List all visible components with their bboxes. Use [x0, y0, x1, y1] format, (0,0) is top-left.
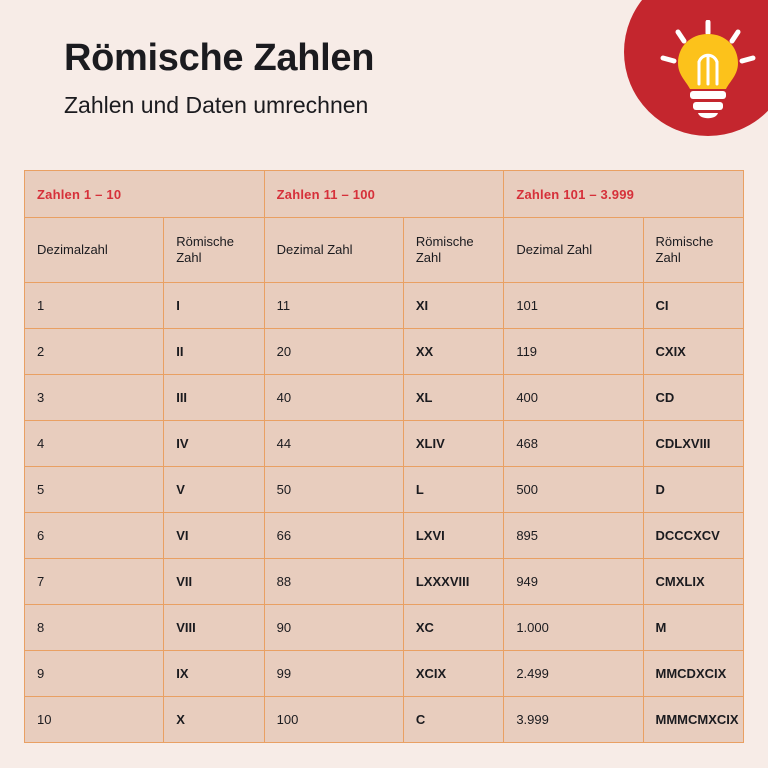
cell-roman: L: [403, 467, 503, 513]
cell-roman: I: [164, 283, 264, 329]
cell-decimal: 88: [264, 559, 403, 605]
cell-roman: VIII: [164, 605, 264, 651]
cell-roman: XX: [403, 329, 503, 375]
cell-decimal: 2: [25, 329, 164, 375]
table-column-header-row: [25, 218, 744, 283]
roman-numerals-table-container: [24, 170, 744, 743]
page-title: Römische Zahlen: [64, 37, 375, 79]
page-header: [64, 38, 374, 119]
page-subtitle: Zahlen und Daten umrechnen: [64, 91, 369, 118]
roman-numerals-table: [24, 170, 744, 743]
cell-roman: VII: [164, 559, 264, 605]
cell-roman: LXXXVIII: [403, 559, 503, 605]
lightbulb-icon: [658, 20, 758, 124]
cell-roman: XL: [403, 375, 503, 421]
cell-decimal: 119: [504, 329, 643, 375]
cell-decimal: 101: [504, 283, 643, 329]
table-row: [25, 513, 744, 559]
cell-decimal: 100: [264, 697, 403, 743]
cell-roman: CD: [643, 375, 743, 421]
cell-roman: X: [164, 697, 264, 743]
table-row: [25, 375, 744, 421]
cell-decimal: 9: [25, 651, 164, 697]
cell-decimal: 3.999: [504, 697, 643, 743]
cell-roman: V: [164, 467, 264, 513]
cell-decimal: 90: [264, 605, 403, 651]
cell-decimal: 1: [25, 283, 164, 329]
cell-roman: MMMCMXCIX: [643, 697, 743, 743]
cell-decimal: 2.499: [504, 651, 643, 697]
cell-roman: XCIX: [403, 651, 503, 697]
cell-roman: XC: [403, 605, 503, 651]
group-header-1: Zahlen 1 – 10: [25, 171, 265, 218]
cell-decimal: 400: [504, 375, 643, 421]
cell-decimal: 6: [25, 513, 164, 559]
cell-roman: CXIX: [643, 329, 743, 375]
table-group-header-row: [25, 171, 744, 218]
column-header-roman-1: Römische Zahl: [164, 218, 264, 283]
cell-decimal: 8: [25, 605, 164, 651]
cell-roman: III: [164, 375, 264, 421]
cell-roman: M: [643, 605, 743, 651]
column-header-decimal-2: Dezimal Zahl: [264, 218, 403, 283]
cell-decimal: 66: [264, 513, 403, 559]
cell-roman: C: [403, 697, 503, 743]
cell-roman: D: [643, 467, 743, 513]
column-header-roman-2: Römische Zahl: [403, 218, 503, 283]
cell-roman: XI: [403, 283, 503, 329]
column-header-decimal-3: Dezimal Zahl: [504, 218, 643, 283]
cell-decimal: 10: [25, 697, 164, 743]
group-header-3: Zahlen 101 – 3.999: [504, 171, 744, 218]
table-row: [25, 283, 744, 329]
cell-roman: VI: [164, 513, 264, 559]
cell-decimal: 468: [504, 421, 643, 467]
cell-decimal: 44: [264, 421, 403, 467]
cell-decimal: 7: [25, 559, 164, 605]
cell-decimal: 5: [25, 467, 164, 513]
column-header-roman-3: Römische Zahl: [643, 218, 743, 283]
cell-decimal: 50: [264, 467, 403, 513]
column-header-decimal-1: Dezimalzahl: [25, 218, 164, 283]
cell-roman: DCCCXCV: [643, 513, 743, 559]
table-row: [25, 329, 744, 375]
cell-decimal: 11: [264, 283, 403, 329]
table-row: [25, 559, 744, 605]
cell-decimal: 949: [504, 559, 643, 605]
table-row: [25, 651, 744, 697]
table-body: [25, 283, 744, 743]
cell-roman: LXVI: [403, 513, 503, 559]
cell-roman: CI: [643, 283, 743, 329]
cell-decimal: 20: [264, 329, 403, 375]
cell-decimal: 3: [25, 375, 164, 421]
cell-decimal: 4: [25, 421, 164, 467]
cell-roman: MMCDXCIX: [643, 651, 743, 697]
cell-decimal: 895: [504, 513, 643, 559]
cell-roman: IX: [164, 651, 264, 697]
cell-roman: XLIV: [403, 421, 503, 467]
group-header-2: Zahlen 11 – 100: [264, 171, 504, 218]
cell-roman: II: [164, 329, 264, 375]
cell-decimal: 99: [264, 651, 403, 697]
cell-decimal: 40: [264, 375, 403, 421]
lightbulb-badge: [624, 0, 768, 136]
cell-roman: IV: [164, 421, 264, 467]
table-row: [25, 467, 744, 513]
cell-roman: CDLXVIII: [643, 421, 743, 467]
table-row: [25, 421, 744, 467]
cell-roman: CMXLIX: [643, 559, 743, 605]
table-row: [25, 697, 744, 743]
cell-decimal: 500: [504, 467, 643, 513]
cell-decimal: 1.000: [504, 605, 643, 651]
table-row: [25, 605, 744, 651]
